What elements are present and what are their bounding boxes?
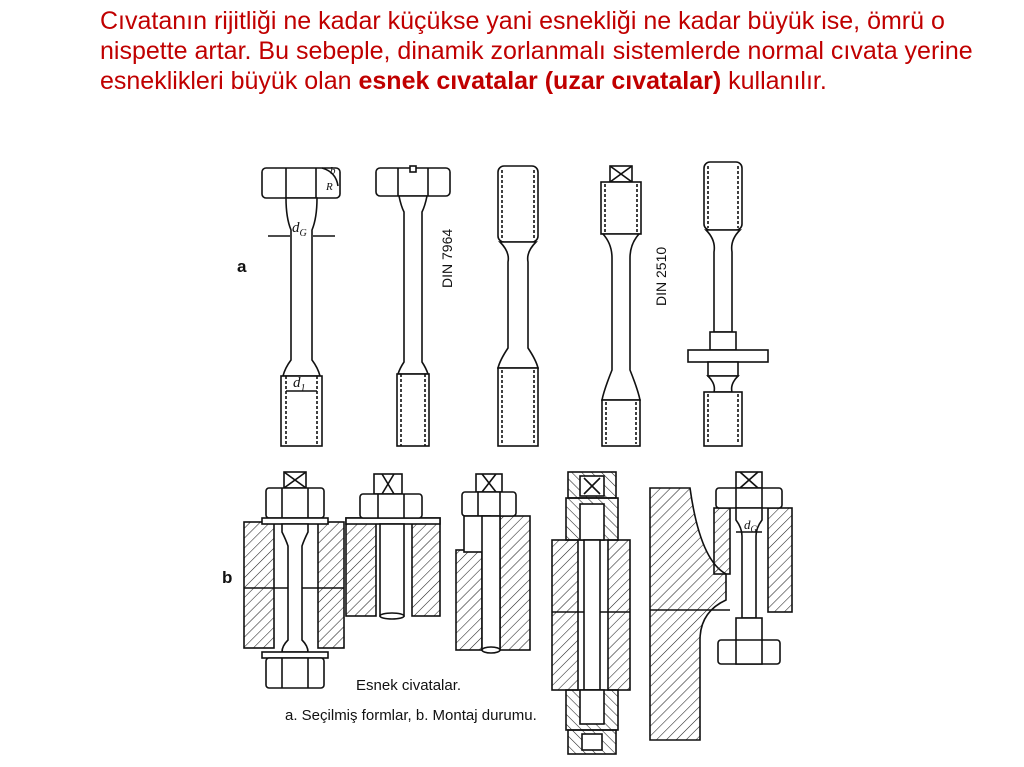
assembly-b2 — [346, 474, 440, 619]
dim-dg-label-b5: $d_G$ — [744, 517, 757, 534]
bolt-a1 — [262, 168, 340, 446]
dim-b-label: b — [330, 165, 336, 177]
caption-text: a. Seçilmiş formlar, b. Montaj durumu. — [285, 707, 537, 724]
row-a-label: a — [237, 257, 247, 276]
standard-din-2510: DIN 2510 — [653, 246, 669, 306]
assembly-b4 — [552, 472, 630, 754]
bolt-a3 — [498, 166, 538, 446]
bolt-a4 — [601, 166, 641, 446]
row-b-label: b — [222, 568, 233, 587]
standard-din-7964: DIN 7964 — [439, 228, 455, 288]
assembly-b3 — [456, 474, 530, 653]
bolt-a2 — [376, 166, 450, 446]
caption-title: Esnek civatalar. — [356, 677, 462, 694]
dim-d1-label: $d_1$ — [293, 375, 306, 394]
assembly-b5 — [650, 472, 792, 740]
heading-part-1: Cıvatanın rijitliği ne kadar küçükse yani esnekliği ne kadar büyük ise, ömrü o nispette artar. Bu sebeple, dinamik zorlanmalı sistemlerde normal cıvata yerine esneklikleri büyük olan — [100, 7, 973, 95]
bolt-a5 — [688, 162, 768, 446]
assembly-b1 — [244, 472, 344, 688]
dim-r-label: R — [326, 181, 333, 193]
heading-bold-term: esnek cıvatalar (uzar cıvatalar) — [358, 67, 722, 95]
dim-dg-label: $d_G$ — [292, 220, 307, 239]
heading-part-2: kullanılır. — [721, 67, 827, 95]
